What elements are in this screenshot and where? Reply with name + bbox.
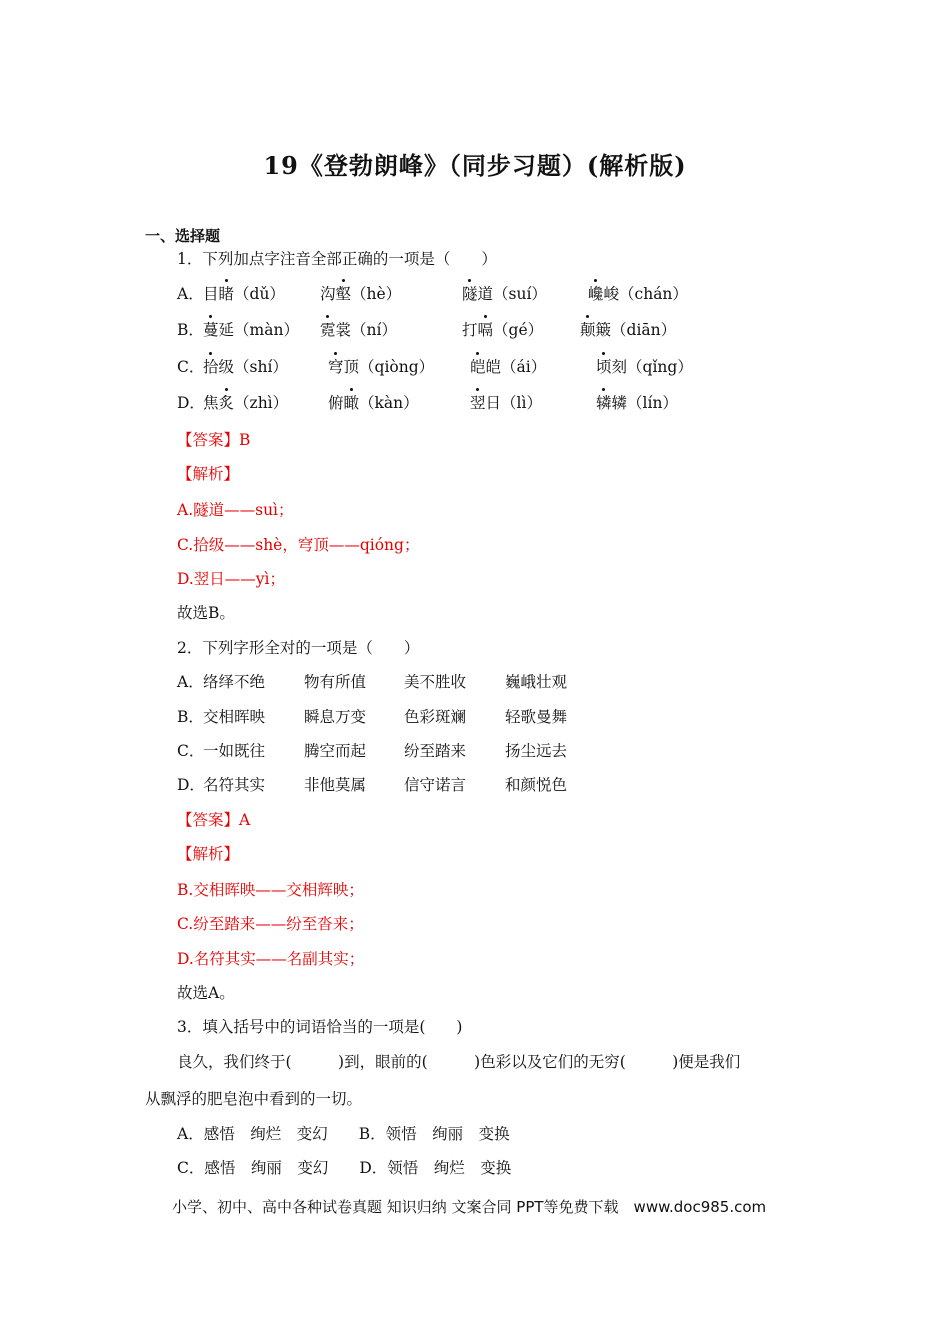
pinyin: （zhì） <box>234 394 289 412</box>
dotted-character: 穹 <box>328 358 344 376</box>
idiom-item: 一如既往 <box>203 742 266 760</box>
pinyin: （ní） <box>351 321 397 339</box>
pinyin: （diān） <box>611 321 677 339</box>
q3-paragraph-cont: 从飘浮的肥皂泡中看到的一切。 <box>145 1090 363 1108</box>
answer-value: B <box>239 431 251 449</box>
pinyin-item: 穹顶（qiòng） <box>328 358 435 376</box>
pinyin-item: 俯瞰（kàn） <box>328 394 419 412</box>
dotted-character: 拾 <box>203 358 219 376</box>
q1-analysis-line: C.拾级——shè，穹顶——qióng； <box>177 536 420 554</box>
pinyin: （gé） <box>493 321 544 339</box>
q3-options-line: A．感悟 绚烂 变幻 B．领悟 绚丽 变换 <box>177 1125 510 1143</box>
idiom-item: 物有所值 <box>304 673 367 691</box>
pinyin-item: 沟壑（hè） <box>320 285 402 303</box>
footer-banner: 小学、初中、高中各种试卷真题 知识归纳 文案合同 PPT等免费下载 www.doc985.com <box>172 1198 767 1216</box>
answer-tag: 【答案】 <box>177 431 240 449</box>
idiom-item: 非他莫属 <box>304 776 367 794</box>
q2-analysis-line: B.交相晖映——交相辉映； <box>177 881 364 899</box>
pinyin-item: 颠簸（diān） <box>580 321 677 339</box>
pinyin-item: 皑皑（ái） <box>470 358 547 376</box>
option-label: D． <box>177 776 205 794</box>
idiom-item: 巍峨壮观 <box>505 673 568 691</box>
dotted-character: 瞰 <box>343 394 360 412</box>
pinyin: （ái） <box>501 358 547 376</box>
dotted-character: 壑 <box>335 285 352 303</box>
option-label: D． <box>177 394 205 412</box>
dotted-character: 霓 <box>320 321 336 339</box>
pinyin-item: 焦炙（zhì） <box>203 394 289 412</box>
idiom-item: 色彩斑斓 <box>404 708 467 726</box>
option-label: A． <box>177 673 204 691</box>
idiom-item: 名符其实 <box>203 776 266 794</box>
pinyin: （qiòng） <box>359 358 435 376</box>
pinyin-item: 翌日（lì） <box>470 394 542 412</box>
idiom-item: 交相晖映 <box>203 708 266 726</box>
dotted-character: 蔓 <box>203 321 219 339</box>
pinyin: （qǐng） <box>627 358 693 376</box>
pinyin: （lì） <box>501 394 542 412</box>
dotted-character: 嗝 <box>477 321 494 339</box>
dotted-character: 隧 <box>462 285 478 303</box>
dotted-character: 翌 <box>470 394 486 412</box>
dotted-character: 辚 <box>596 394 612 412</box>
pinyin-item: 隧道（suí） <box>462 285 547 303</box>
pinyin: （dǔ） <box>234 285 285 303</box>
pinyin-item: 辚辚（lín） <box>596 394 678 412</box>
option-label: A． <box>177 285 204 303</box>
q3-stem: 3．填入括号中的词语恰当的一项是( ) <box>177 1018 463 1036</box>
q1-conclusion: 故选B。 <box>177 604 235 622</box>
pinyin-item: 打嗝（gé） <box>462 321 544 339</box>
q1-analysis-tag: 【解析】 <box>177 465 240 483</box>
q2-conclusion: 故选A。 <box>177 984 235 1002</box>
dotted-character: 颠 <box>580 321 596 339</box>
pinyin: （màn） <box>234 321 299 339</box>
idiom-item: 和颜悦色 <box>505 776 568 794</box>
idiom-item: 信守诺言 <box>404 776 467 794</box>
pinyin: （chán） <box>619 285 688 303</box>
dotted-character: 顷 <box>596 358 612 376</box>
pinyin: （lín） <box>627 394 678 412</box>
pinyin-item: 顷刻（qǐng） <box>596 358 693 376</box>
pinyin-item: 拾级（shí） <box>203 358 288 376</box>
idiom-item: 瞬息万变 <box>304 708 367 726</box>
pinyin: （kàn） <box>359 394 419 412</box>
answer-tag: 【答案】 <box>177 811 240 829</box>
idiom-item: 扬尘远去 <box>505 742 568 760</box>
q2-answer <box>177 810 250 830</box>
q2-stem: 2．下列字形全对的一项是（ ） <box>177 639 420 657</box>
q1-analysis-line: D.翌日——yì； <box>177 570 286 588</box>
pinyin-item: 蔓延（màn） <box>203 321 299 339</box>
q3-options-line: C．感悟 绚丽 变幻 D．领悟 绚烂 变换 <box>177 1159 512 1177</box>
q1-answer <box>177 430 250 450</box>
q2-analysis-line: C.纷至踏来——纷至沓来； <box>177 915 364 933</box>
answer-value: A <box>239 811 251 829</box>
dotted-character: 炙 <box>218 394 235 412</box>
pinyin: （suí） <box>493 285 547 303</box>
q1-analysis-line: A.隧道——suì； <box>177 501 294 519</box>
idiom-item: 络绎不绝 <box>203 673 266 691</box>
dotted-character: 巉 <box>588 285 604 303</box>
option-label: B． <box>177 321 204 339</box>
idiom-item: 纷至踏来 <box>404 742 467 760</box>
q2-analysis-line: D.名符其实——名副其实； <box>177 950 365 968</box>
pinyin: （shí） <box>234 358 288 376</box>
page-title: 19《登勃朗峰》（同步习题）(解析版) <box>263 151 687 180</box>
dotted-character: 皑 <box>470 358 486 376</box>
idiom-item: 轻歌曼舞 <box>505 708 568 726</box>
idiom-item: 腾空而起 <box>304 742 367 760</box>
idiom-item: 美不胜收 <box>404 673 467 691</box>
pinyin-item: 霓裳（ní） <box>320 321 397 339</box>
section-heading: 一、选择题 <box>145 227 221 245</box>
q1-stem: 1．下列加点字注音全部正确的一项是（ ） <box>177 250 497 268</box>
pinyin-item: 目睹（dǔ） <box>203 285 285 303</box>
option-label: B． <box>177 708 204 726</box>
option-label: C． <box>177 358 205 376</box>
q2-analysis-tag: 【解析】 <box>177 845 240 863</box>
pinyin-item: 巉峻（chán） <box>588 285 688 303</box>
dotted-character: 睹 <box>218 285 235 303</box>
option-label: C． <box>177 742 205 760</box>
q3-paragraph: 良久，我们终于( )到，眼前的( )色彩以及它们的无穷( )便是我们 <box>177 1053 741 1071</box>
pinyin: （hè） <box>351 285 402 303</box>
